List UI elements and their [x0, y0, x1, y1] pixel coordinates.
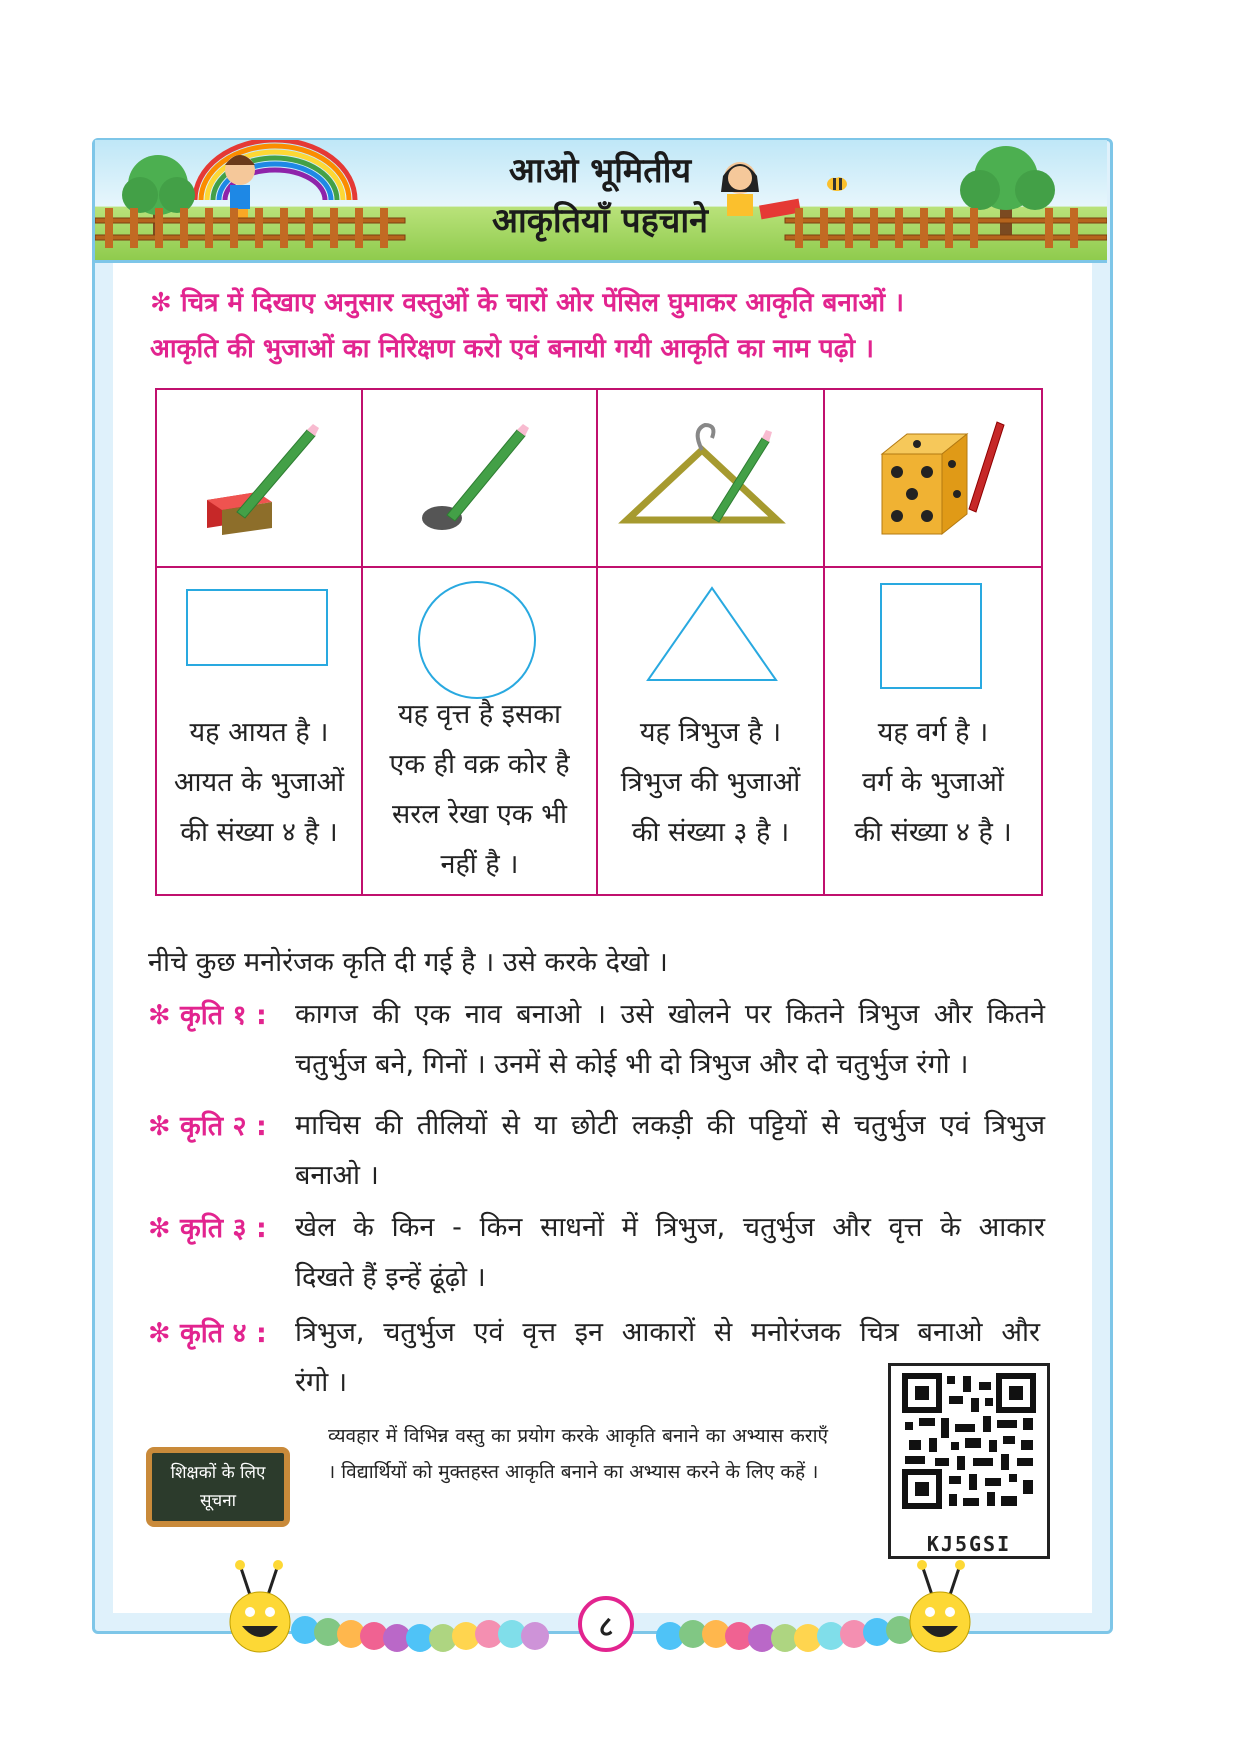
qr-code-label: KJ5GSI	[926, 1532, 1012, 1556]
rectangle-description: यह आयत है । आयत के भुजाओं की संख्या ४ है ।	[173, 717, 345, 848]
activity-1-text: कागज की एक नाव बनाओ । उसे खोलने पर कितने त्रिभुज और कितने चतुर्भुज बने, गिनों । उनमें से कोई भी दो त्रिभुज और दो चतुर्भुज रंगो ।	[295, 999, 1045, 1080]
instruction-line-2: आकृति की भुजाओं का निरिक्षण करो एवं बनायी गयी आकृति का नाम पढ़ो ।	[150, 334, 874, 364]
page-title	[440, 146, 760, 246]
square-icon	[875, 578, 985, 693]
hanger-pencil-icon	[617, 420, 787, 540]
circle-description: यह वृत्त है इसका एक ही वक्र कोर है सरल रेखा एक भी नहीं है ।	[389, 699, 570, 880]
activity-2-label: ✻ कृति २ :	[148, 1111, 267, 1142]
activity-4-label: ✻ कृति ४ :	[148, 1318, 267, 1349]
triangle-description: यह त्रिभुज है । त्रिभुज की भुजाओं की संख्या ३ है ।	[620, 717, 801, 848]
stone-pencil-icon	[387, 420, 537, 540]
caterpillar-right-icon	[910, 1560, 970, 1652]
shapes-table	[155, 388, 1043, 896]
circle-icon	[412, 575, 542, 705]
caterpillar-left-icon	[230, 1560, 290, 1652]
teacher-note-text: व्यवहार में विभिन्न वस्तु का प्रयोग करके आकृति बनाने का अभ्यास कराएँ । विद्यार्थियों को मुक्तहस्त आकृति बनाने का अभ्यास करने के लिए कहें ।	[328, 1425, 828, 1483]
rainbow-icon	[195, 140, 355, 200]
qr-code-icon	[891, 1368, 1047, 1518]
title-line-2: आकृतियाँ पहचाने	[491, 201, 709, 241]
square-description: यह वर्ग है । वर्ग के भुजाओं की संख्या ४ है ।	[854, 717, 1012, 848]
triangle-icon	[642, 580, 782, 690]
qr-code-box[interactable]	[888, 1363, 1050, 1559]
dice-pencil-icon	[847, 414, 1017, 544]
activities-intro: नीचे कुछ मनोरंजक कृति दी गई है । उसे करके देखो ।	[148, 947, 668, 978]
instruction-line-1: ✻ चित्र में दिखाए अनुसार वस्तुओं के चारों ओर पेंसिल घुमाकर आकृति बनाओं ।	[150, 288, 905, 318]
activity-4-text: त्रिभुज, चतुर्भुज एवं वृत्त इन आकारों से मनोरंजक चित्र बनाओ और रंगो ।	[295, 1317, 1040, 1398]
activity-1-label: ✻ कृति १ :	[148, 1000, 267, 1031]
activity-3-label: ✻ कृति ३ :	[148, 1213, 267, 1244]
activity-3-text: खेल के किन - किन साधनों में त्रिभुज, चतुर्भुज और वृत्त के आकार दिखते हैं इन्हें ढूंढ़ो ।	[295, 1212, 1045, 1293]
title-line-1: आओ भूमितीय	[508, 151, 692, 191]
page-number: ८	[578, 1596, 634, 1652]
bee-icon	[827, 170, 847, 191]
teacher-note-badge: शिक्षकों के लिए सूचना	[146, 1447, 290, 1527]
matchbox-pencil-icon	[177, 420, 327, 540]
activity-2-text: माचिस की तीलियों से या छोटी लकड़ी की पट्टियों से चतुर्भुज एवं त्रिभुज बनाओ ।	[295, 1110, 1045, 1191]
rectangle-icon	[177, 580, 337, 680]
